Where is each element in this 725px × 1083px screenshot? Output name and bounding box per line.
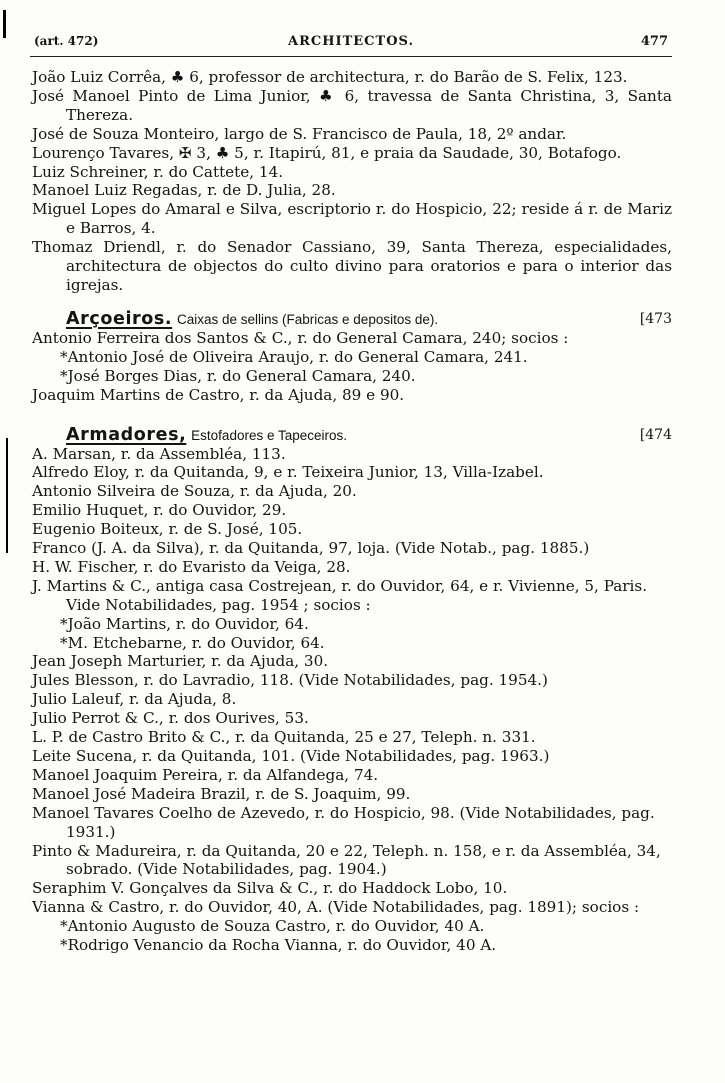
arcoeiros-list [32, 329, 672, 405]
margin-mark-top [3, 10, 6, 38]
section-heading-arcoeiros [32, 310, 672, 329]
directory-entry: Pinto & Madureira, r. da Quitanda, 20 e 22, Teleph. n. 158, e r. da Assembléa, 34, sobrado. (Vide Notabilidades, pag. 1904.) [32, 841, 661, 879]
directory-entry: Antonio Silveira de Souza, r. da Ajuda, 20. [32, 482, 357, 501]
architectos-list [32, 68, 672, 295]
directory-entry: J. Martins & C., antiga casa Costrejean, r. do Ouvidor, 64, e r. Vivienne, 5, Paris. Vide Notabilidades, pag. 1954 ; socios : [32, 576, 648, 614]
directory-entry: Emilio Huquet, r. do Ouvidor, 29. [32, 501, 287, 520]
directory-entry: Franco (J. A. da Silva), r. da Quitanda, 97, loja. (Vide Notab., pag. 1885.) [32, 539, 590, 558]
directory-entry: Manoel Luiz Regadas, r. de D. Julia, 28. [32, 181, 336, 200]
directory-entry: Manoel José Madeira Brazil, r. de S. Joaquim, 99. [32, 784, 411, 803]
directory-entry: L. P. de Castro Brito & C., r. da Quitanda, 25 e 27, Teleph. n. 331. [32, 728, 536, 747]
page-content [32, 68, 672, 955]
section-name: Armadores, [66, 424, 187, 445]
socio-entry: *João Martins, r. do Ouvidor, 64. [60, 614, 309, 633]
directory-entry: Manoel Tavares Coelho de Azevedo, r. do Hospicio, 98. (Vide Notabilidades, pag. 1931.) [32, 803, 655, 841]
directory-entry: Julio Perrot & C., r. dos Ourives, 53. [32, 709, 309, 728]
directory-entry: Luiz Schreiner, r. do Cattete, 14. [32, 162, 284, 181]
socio-entry: *Antonio Augusto de Souza Castro, r. do Ouvidor, 40 A. [60, 917, 485, 936]
directory-entry: Manoel Joaquim Pereira, r. da Alfandega, 74. [32, 765, 379, 784]
directory-entry: Seraphim V. Gonçalves da Silva & C., r. do Haddock Lobo, 10. [32, 879, 508, 898]
running-header [30, 34, 672, 57]
page-title: ARCHITECTOS. [288, 34, 414, 49]
section-heading-armadores [32, 426, 672, 445]
directory-entry: Eugenio Boiteux, r. de S. José, 105. [32, 520, 303, 539]
directory-entry: Jules Blesson, r. do Lavradio, 118. (Vide Notabilidades, pag. 1954.) [32, 671, 548, 690]
directory-entry: Leite Sucena, r. da Quitanda, 101. (Vide Notabilidades, pag. 1963.) [32, 747, 550, 765]
directory-entry: H. W. Fischer, r. do Evaristo da Veiga, 28. [32, 557, 351, 576]
directory-entry: Vianna & Castro, r. do Ouvidor, 40, A. (Vide Notabilidades, pag. 1891); socios : [32, 898, 640, 917]
section-subtitle: Estofadores e Tapeceiros. [191, 427, 348, 443]
socio-entry: *José Borges Dias, r. do General Camara, 240. [60, 366, 416, 385]
directory-entry: Miguel Lopes do Amaral e Silva, escriptorio r. do Hospicio, 22; reside á r. de Mariz e Barros, 4. [32, 200, 672, 238]
section-name: Arçoeiros. [66, 308, 173, 329]
directory-entry: Jean Joseph Marturier, r. da Ajuda, 30. [32, 652, 329, 671]
armadores-list [32, 445, 672, 955]
section-subtitle: Caixas de sellins (Fabricas e depositos de). [176, 311, 439, 327]
margin-mark-mid [6, 438, 8, 553]
section-number: [473 [639, 310, 672, 327]
directory-entry: José de Souza Monteiro, largo de S. Francisco de Paula, 18, 2º andar. [32, 124, 567, 143]
directory-entry: Thomaz Driendl, r. do Senador Cassiano, 39, Santa Thereza, especialidades, architectura de objectos do culto divino para oratorios e para o interior das igrejas. [32, 238, 672, 294]
page-number: 477 [640, 34, 668, 49]
directory-entry: Lourenço Tavares, ✠ 3, ♣ 5, r. Itapirú, 81, e praia da Saudade, 30, Botafogo. [32, 143, 622, 162]
article-reference: (art. 472) [34, 34, 99, 48]
directory-entry: Antonio Ferreira dos Santos & C., r. do General Camara, 240; socios : [32, 328, 569, 347]
socio-entry: *Rodrigo Venancio da Rocha Vianna, r. do Ouvidor, 40 A. [60, 936, 497, 955]
directory-entry: Alfredo Eloy, r. da Quitanda, 9, e r. Teixeira Junior, 13, Villa-Izabel. [32, 463, 544, 482]
directory-entry: João Luiz Corrêa, ♣ 6, professor de architectura, r. do Barão de S. Felix, 123. [32, 68, 628, 86]
section-number: [474 [639, 426, 672, 443]
directory-entry: Julio Laleuf, r. da Ajuda, 8. [32, 690, 237, 709]
socio-entry: *Antonio José de Oliveira Araujo, r. do General Camara, 241. [60, 347, 528, 366]
socio-entry: *M. Etchebarne, r. do Ouvidor, 64. [60, 633, 325, 652]
directory-entry: Joaquim Martins de Castro, r. da Ajuda, 89 e 90. [32, 385, 405, 404]
directory-entry: José Manoel Pinto de Lima Junior, ♣ 6, travessa de Santa Christina, 3, Santa Thereza. [32, 86, 672, 124]
directory-entry: A. Marsan, r. da Assembléa, 113. [32, 444, 286, 463]
